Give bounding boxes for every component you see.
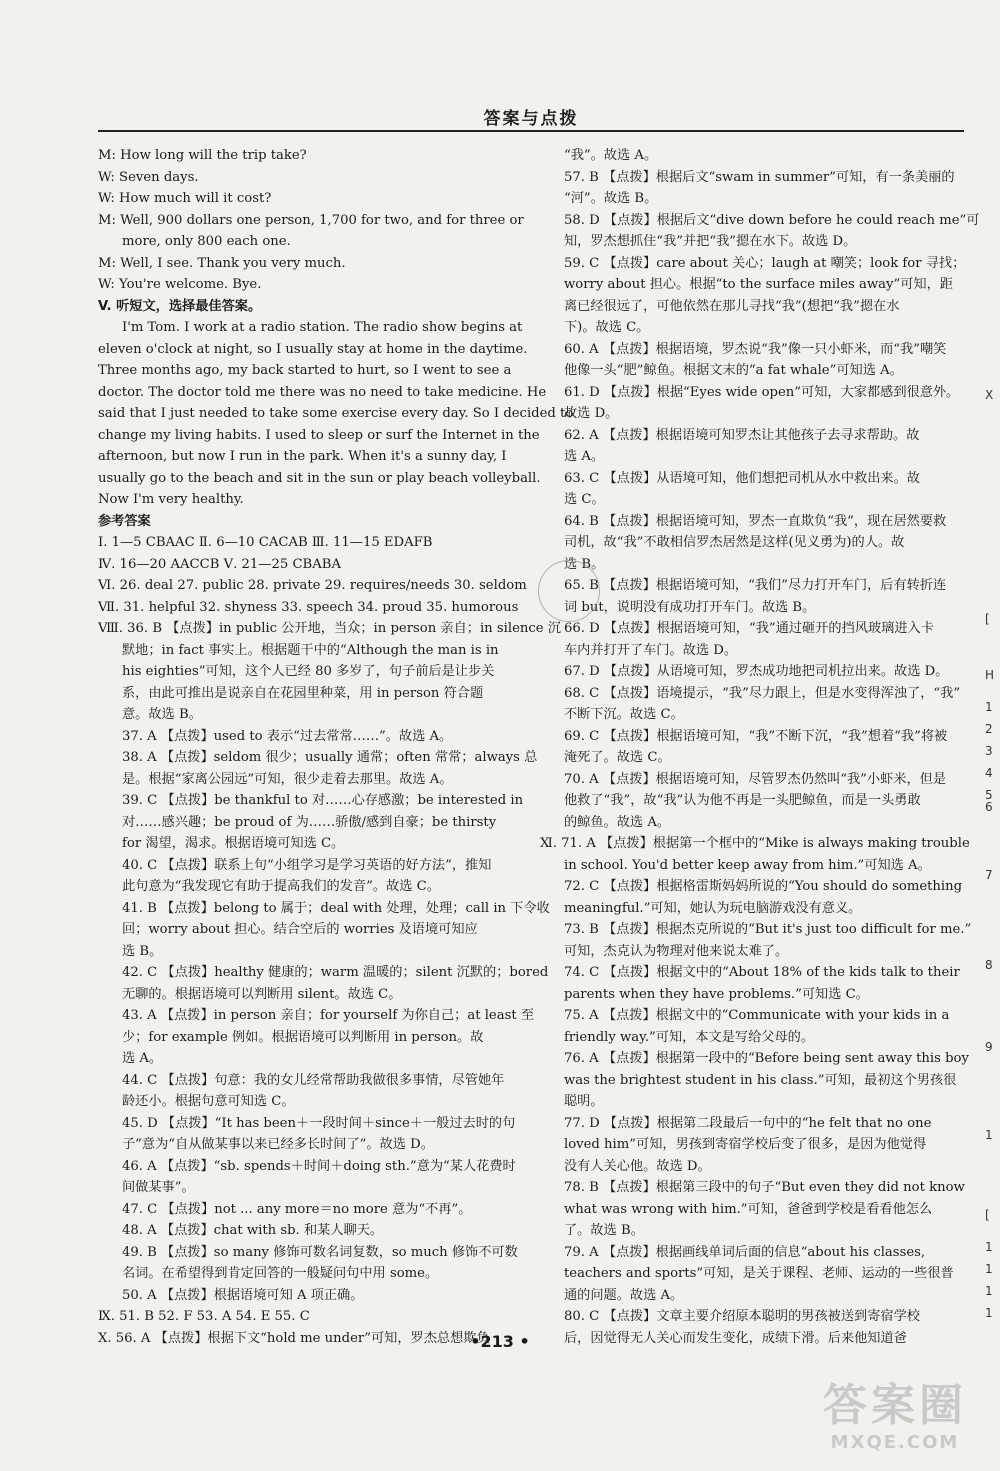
text-line: 50. A 【点拨】根据语境可知 A 项正确。 bbox=[122, 1287, 364, 1303]
text-line: eleven o'clock at night, so I usually stay at home in the daytime. bbox=[98, 341, 528, 357]
text-line: doctor. The doctor told me there was no need to take medicine. He bbox=[98, 384, 547, 400]
edge-mark: [ bbox=[985, 1208, 990, 1222]
text-line: 73. B 【点拨】根据杰克所说的“But it's just too difficult for me.” bbox=[564, 922, 972, 937]
text-line: 系，由此可推出是说亲自在花园里种菜，用 in person 符合题 bbox=[122, 685, 484, 701]
text-line: Ⅰ. 1—5 CBAAC Ⅱ. 6—10 CACAB Ⅲ. 11—15 EDAFB bbox=[98, 535, 433, 550]
text-line: 是。根据“家离公园远”可知，很少走着去那里。故选 A。 bbox=[122, 771, 453, 787]
text-line: 后，因觉得无人关心而发生变化，成绩下滑。后来他知道爸 bbox=[564, 1330, 907, 1346]
text-line: V. 听短文，选择最佳答案。 bbox=[98, 298, 262, 314]
text-line: 39. C 【点拨】be thankful to 对……心存感激；be interested in bbox=[122, 793, 524, 808]
text-line: 72. C 【点拨】根据格雷斯妈妈所说的“You should do something bbox=[564, 879, 963, 894]
text-line: 46. A 【点拨】“sb. spends＋时间＋doing sth.”意为“某人花费时 bbox=[122, 1158, 516, 1174]
text-line: 79. A 【点拨】根据画线单词后面的信息“about his classes, bbox=[564, 1244, 926, 1260]
text-line: 77. D 【点拨】根据第二段最后一句中的“he felt that no one bbox=[564, 1115, 932, 1131]
logo-text: 答案圈 bbox=[823, 1380, 967, 1431]
edge-mark: 2 bbox=[985, 722, 993, 736]
text-line: 此句意为“我发现它有助于提高我们的发音”。故选 C。 bbox=[122, 879, 440, 894]
text-line: parents when they have problems.”可知选 C。 bbox=[564, 986, 869, 1002]
text-line: 44. C 【点拨】句意：我的女儿经常帮助我做很多事情，尽管她年 bbox=[122, 1072, 505, 1088]
text-line: in school. You'd better keep away from him.”可知选 A。 bbox=[564, 857, 931, 873]
text-line: 37. A 【点拨】used to 表示“过去常常……”。故选 A。 bbox=[122, 728, 453, 744]
text-line: 43. A 【点拨】in person 亲自；for yourself 为你自己；at least 至 bbox=[122, 1008, 535, 1023]
right-column bbox=[540, 145, 980, 1349]
text-line: 选 A。 bbox=[122, 1051, 163, 1066]
text-line: 63. C 【点拨】从语境可知，他们想把司机从水中救出来。故 bbox=[564, 470, 920, 486]
text-line: afternoon, but now I run in the park. When it's a sunny day, I bbox=[98, 449, 507, 464]
text-line: 76. A 【点拨】根据第一段中的“Before being sent away this boy bbox=[564, 1051, 969, 1066]
text-line: 48. A 【点拨】chat with sb. 和某人聊天。 bbox=[122, 1223, 384, 1238]
text-line: 68. C 【点拨】语境提示，“我”尽力跟上，但是水变得浑浊了，“我” bbox=[564, 685, 961, 701]
text-line: 淹死了。故选 C。 bbox=[564, 750, 671, 765]
text-line: meaningful.”可知，她认为玩电脑游戏没有意义。 bbox=[564, 900, 862, 916]
left-column bbox=[98, 145, 574, 1349]
text-line: Ⅵ. 26. deal 27. public 28. private 29. requires/needs 30. seldom bbox=[98, 578, 527, 593]
text-line: W: Seven days. bbox=[98, 169, 199, 185]
text-line: 他救了“我”，故“我”认为他不再是一头肥鲸鱼，而是一头勇敢 bbox=[564, 793, 921, 808]
text-line: 间做某事”。 bbox=[122, 1180, 195, 1195]
text-line: 67. D 【点拨】从语境可知，罗杰成功地把司机拉出来。故选 D。 bbox=[564, 664, 949, 679]
text-line: loved him”可知，男孩到寄宿学校后变了很多，是因为他觉得 bbox=[564, 1137, 927, 1152]
text-line: 对……感兴趣；be proud of 为……骄傲/感到自豪；be thirsty bbox=[122, 814, 497, 830]
edge-mark: 9 bbox=[985, 1040, 993, 1054]
edge-mark: H bbox=[985, 668, 995, 682]
text-line: Ⅸ. 51. B 52. F 53. A 54. E 55. C bbox=[98, 1309, 310, 1324]
edge-mark: 6 bbox=[985, 800, 993, 814]
edge-mark: 4 bbox=[985, 766, 993, 780]
text-line: 80. C 【点拨】文章主要介绍原本聪明的男孩被送到寄宿学校 bbox=[564, 1309, 920, 1324]
edge-mark: 1 bbox=[985, 1306, 993, 1320]
text-line: change my living habits. I used to sleep or surf the Internet in the bbox=[98, 427, 540, 443]
edge-mark: 7 bbox=[985, 868, 993, 882]
text-line: 70. A 【点拨】根据语境可知，尽管罗杰仍然叫“我”小虾米，但是 bbox=[564, 771, 947, 787]
text-line: M: Well, I see. Thank you very much. bbox=[98, 255, 346, 271]
text-line: more, only 800 each one. bbox=[122, 234, 291, 249]
page-header: 答案与点拨 bbox=[483, 109, 579, 129]
edge-mark: 1 bbox=[985, 1128, 993, 1142]
text-line: 75. A 【点拨】根据文中的“Communicate with your kids in a bbox=[564, 1008, 950, 1023]
text-line: his eighties”可知，这个人已经 80 多岁了，句子前后是让步关 bbox=[122, 664, 495, 679]
text-line: 不断下沉。故选 C。 bbox=[564, 707, 684, 722]
text-line: 司机，故“我”不敢相信罗杰居然是这样(见义勇为)的人。故 bbox=[564, 535, 905, 550]
text-line: 下)。故选 C。 bbox=[564, 320, 650, 335]
watermark-logo bbox=[800, 1380, 990, 1460]
edge-mark: [ bbox=[985, 612, 990, 626]
text-line: 默地；in fact 事实上。根据题干中的“Although the man is in bbox=[122, 642, 499, 658]
text-line: 61. D 【点拨】根据“Eyes wide open”可知，大家都感到很意外。 bbox=[564, 384, 960, 400]
text-line: 45. D 【点拨】“It has been＋一段时间＋since＋一般过去时的句 bbox=[122, 1115, 516, 1131]
text-line: 词 but，说明没有成功打开车门。故选 B。 bbox=[564, 599, 816, 615]
text-line: 65. B 【点拨】根据语境可知，“我们”尽力打开车门，后有转折连 bbox=[564, 578, 947, 593]
text-line: M: Well, 900 dollars one person, 1,700 for two, and for three or bbox=[98, 212, 524, 228]
text-line: 意。故选 B。 bbox=[122, 707, 202, 722]
edge-mark: 5 bbox=[985, 788, 993, 802]
text-line: 名词。在希望得到肯定回答的一般疑问句中用 some。 bbox=[122, 1266, 439, 1281]
text-line: friendly way.”可知，本文是写给父母的。 bbox=[564, 1029, 815, 1045]
edge-mark: 1 bbox=[985, 700, 993, 714]
text-line: said that I just needed to take some exercise every day. So I decided to bbox=[98, 406, 574, 421]
text-line: W: You're welcome. Bye. bbox=[98, 277, 262, 292]
text-line: 可知，杰克认为物理对他来说太难了。 bbox=[564, 943, 789, 959]
stamp-seal bbox=[538, 560, 600, 622]
text-line: 38. A 【点拨】seldom 很少；usually 通常；often 常常；always 总 bbox=[122, 750, 538, 765]
text-line: 无聊的。根据语境可以判断用 silent。故选 C。 bbox=[122, 986, 402, 1002]
text-line: 知，罗杰想抓住“我”并把“我”摁在水下。故选 D。 bbox=[564, 234, 857, 249]
text-line: 聪明。 bbox=[564, 1094, 604, 1109]
text-line: 78. B 【点拨】根据第三段中的句子“But even they did not know bbox=[564, 1180, 965, 1195]
logo-domain: MXQE.COM bbox=[830, 1432, 960, 1453]
text-line: 少；for example 例如。根据语境可以判断用 in person。故 bbox=[122, 1029, 484, 1045]
text-line: 66. D 【点拨】根据语境可知，“我”通过砸开的挡风玻璃进入卡 bbox=[564, 621, 934, 636]
text-line: 参考答案 bbox=[98, 513, 151, 529]
text-line: usually go to the beach and sit in the sun or play beach volleyball. bbox=[98, 470, 541, 486]
text-line: what was wrong with him.”可知，爸爸到学校是看看他怎么 bbox=[564, 1201, 933, 1217]
text-line: for 渴望，渴求。根据语境可知选 C。 bbox=[122, 836, 345, 851]
text-line: 58. D 【点拨】根据后文“dive down before he could reach me”可 bbox=[564, 212, 980, 228]
text-line: 59. C 【点拨】care about 关心；laugh at 嘲笑；look for 寻找； bbox=[564, 255, 966, 271]
text-line: 40. C 【点拨】联系上句“小组学习是学习英语的好方法”，推知 bbox=[122, 857, 492, 873]
edge-mark: 1 bbox=[985, 1262, 993, 1276]
text-line: was the brightest student in his class.”可知，最初这个男孩很 bbox=[564, 1072, 957, 1088]
text-line: M: How long will the trip take? bbox=[98, 148, 307, 163]
text-line: 没有人关心他。故选 D。 bbox=[564, 1158, 711, 1174]
text-line: 57. B 【点拨】根据后文“swam in summer”可知，有一条美丽的 bbox=[564, 169, 955, 185]
text-line: 42. C 【点拨】healthy 健康的；warm 温暖的；silent 沉默的；bored bbox=[122, 965, 549, 980]
text-line: 子”意为“自从做某事以来已经多长时间了”。故选 D。 bbox=[122, 1137, 434, 1152]
text-line: W: How much will it cost? bbox=[98, 191, 272, 206]
text-line: 62. A 【点拨】根据语境可知罗杰让其他孩子去寻求帮助。故 bbox=[564, 427, 920, 443]
edge-mark: 3 bbox=[985, 744, 993, 758]
text-line: 他像一头“肥”鲸鱼。根据文末的“a fat whale”可知选 A。 bbox=[564, 363, 903, 378]
edge-mark: 8 bbox=[985, 958, 993, 972]
edge-mark: X bbox=[985, 388, 994, 402]
edge-mark: 1 bbox=[985, 1240, 993, 1254]
text-line: Ⅷ. 36. B 【点拨】in public 公开地，当众；in person 亲自；in silence 沉 bbox=[98, 621, 561, 636]
text-line: 60. A 【点拨】根据语境，罗杰说“我”像一只小虾米，而“我”嘲笑 bbox=[564, 341, 947, 357]
text-line: worry about 担心。根据“to the surface miles away”可知，距 bbox=[564, 277, 953, 292]
text-line: 64. B 【点拨】根据语境可知，罗杰一直欺负“我”，现在居然要救 bbox=[564, 513, 947, 529]
text-line: 选 C。 bbox=[564, 492, 605, 507]
text-line: Now I'm very healthy. bbox=[98, 492, 244, 507]
text-line: 69. C 【点拨】根据语境可知，“我”不断下沉，“我”想着“我”将被 bbox=[564, 728, 948, 744]
text-line: “河”。故选 B。 bbox=[564, 191, 658, 206]
text-line: 离已经很远了，可他依然在那儿寻找“我”(想把“我”摁在水 bbox=[564, 298, 900, 314]
text-line: 车内并打开了车门。故选 D。 bbox=[564, 642, 738, 658]
text-line: teachers and sports”可知，是关于课程、老师、运动的一些很普 bbox=[564, 1266, 954, 1281]
text-line: 41. B 【点拨】belong to 属于；deal with 处理，处理；call in 下令收 bbox=[122, 900, 550, 916]
text-line: 选 B。 bbox=[564, 556, 605, 572]
text-line: 的鲸鱼。故选 A。 bbox=[564, 814, 671, 830]
text-line: I'm Tom. I work at a radio station. The radio show begins at bbox=[122, 320, 523, 335]
text-line: 回；worry about 担心。结合空后的 worries 及语境可知应 bbox=[122, 922, 478, 937]
text-line: 通的问题。故选 A。 bbox=[564, 1287, 684, 1303]
text-line: Three months ago, my back started to hurt, so I went to see a bbox=[98, 363, 512, 378]
text-line: 选 B。 bbox=[122, 943, 163, 959]
text-line: 49. B 【点拨】so many 修饰可数名词复数，so much 修饰不可数 bbox=[122, 1244, 518, 1260]
text-line: 了。故选 B。 bbox=[564, 1223, 644, 1238]
text-line: 74. C 【点拨】根据文中的“About 18% of the kids talk to their bbox=[564, 965, 960, 980]
text-line: Ⅺ. 71. A 【点拨】根据第一个框中的“Mike is always making trouble bbox=[540, 836, 970, 851]
text-line: Ⅹ. 56. A 【点拨】根据下文“hold me under”可知，罗杰总想欺负 bbox=[98, 1330, 490, 1346]
text-line: Ⅶ. 31. helpful 32. shyness 33. speech 34. proud 35. humorous bbox=[98, 599, 519, 615]
page-number: •213 • bbox=[470, 1332, 530, 1351]
edge-mark: 1 bbox=[985, 1284, 993, 1298]
text-line: Ⅳ. 16—20 AACCB Ⅴ. 21—25 CBABA bbox=[98, 556, 341, 572]
text-line: 47. C 【点拨】not ... any more＝no more 意为“不再”。 bbox=[122, 1201, 472, 1217]
header-rule bbox=[98, 130, 964, 132]
text-line: “我”。故选 A。 bbox=[564, 148, 658, 163]
text-line: 龄还小。根据句意可知选 C。 bbox=[122, 1094, 295, 1109]
text-line: 故选 D。 bbox=[564, 406, 619, 421]
text-line: 选 A。 bbox=[564, 449, 605, 464]
